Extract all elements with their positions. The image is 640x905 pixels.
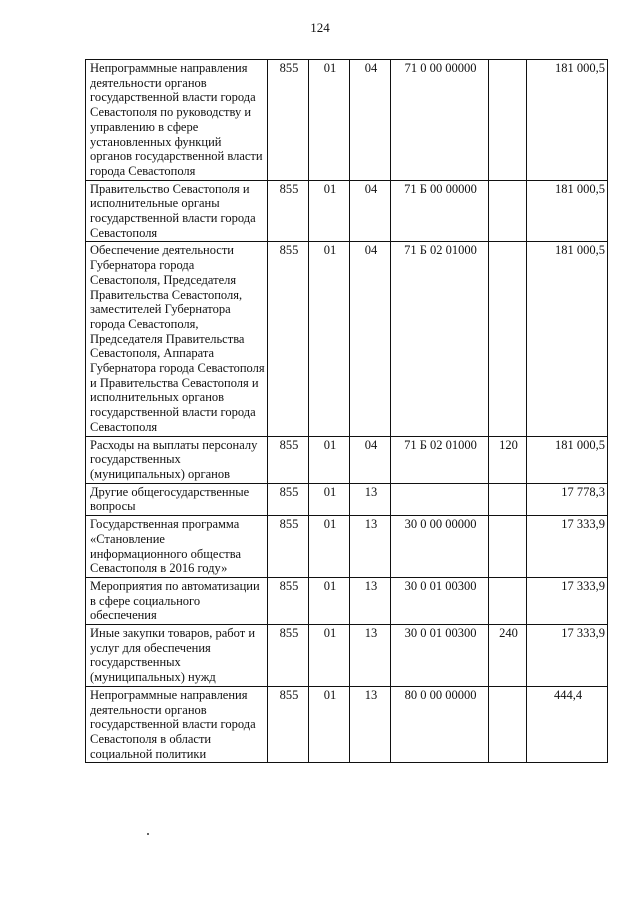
- table-row: [86, 686, 608, 763]
- row-name-cell: Расходы на выплаты персоналу государственных (муниципальных) органов: [86, 436, 268, 483]
- table-row: [86, 180, 608, 242]
- table-row: [86, 625, 608, 687]
- amount-cell: 181 000,5: [527, 242, 608, 436]
- section-code-cell: 01: [309, 180, 350, 242]
- row-name-cell: Иные закупки товаров, работ и услуг для обеспечения государственных (муниципальных) нужд: [86, 625, 268, 687]
- subsection-code-cell: 04: [350, 180, 391, 242]
- amount-cell: 17 333,9: [527, 577, 608, 624]
- section-code-cell: 01: [309, 483, 350, 515]
- row-name-cell: Правительство Севастополя и исполнительные органы государственной власти города Севастополя: [86, 180, 268, 242]
- target-code-cell: 71 Б 02 01000: [391, 242, 489, 436]
- target-code-cell: 30 0 01 00300: [391, 625, 489, 687]
- table-row: [86, 436, 608, 483]
- amount-cell: 444,4: [527, 686, 608, 763]
- ministry-code-cell: 855: [268, 686, 309, 763]
- amount-cell: 181 000,5: [527, 180, 608, 242]
- table-row: [86, 242, 608, 436]
- target-code-cell: 80 0 00 00000: [391, 686, 489, 763]
- ministry-code-cell: 855: [268, 242, 309, 436]
- table-row: [86, 483, 608, 515]
- ministry-code-cell: 855: [268, 436, 309, 483]
- row-name-cell: Государственная программа «Становление информационного общества Севастополя в 2016 году»: [86, 516, 268, 578]
- expense-type-cell: 240: [489, 625, 527, 687]
- section-code-cell: 01: [309, 577, 350, 624]
- expense-type-cell: [489, 242, 527, 436]
- section-code-cell: 01: [309, 436, 350, 483]
- ministry-code-cell: 855: [268, 625, 309, 687]
- table-row: [86, 577, 608, 624]
- target-code-cell: 71 Б 00 00000: [391, 180, 489, 242]
- section-code-cell: 01: [309, 625, 350, 687]
- expense-type-cell: [489, 577, 527, 624]
- subsection-code-cell: 04: [350, 436, 391, 483]
- expense-type-cell: [489, 60, 527, 181]
- table-body: [86, 60, 608, 763]
- table-row: [86, 60, 608, 181]
- target-code-cell: [391, 483, 489, 515]
- subsection-code-cell: 13: [350, 483, 391, 515]
- amount-cell: 181 000,5: [527, 436, 608, 483]
- ministry-code-cell: 855: [268, 483, 309, 515]
- row-name-cell: Обеспечение деятельности Губернатора города Севастополя, Председателя Правительства Севастополя, заместителей Губернатора города Севастополя, Председателя Правительства Севастополя, Аппарата Губернатора города Севастополя и Правительства Севастополя и исполнительных органов государственной власти города Севастополя: [86, 242, 268, 436]
- row-name-cell: Мероприятия по автоматизации в сфере социального обеспечения: [86, 577, 268, 624]
- ministry-code-cell: 855: [268, 516, 309, 578]
- subsection-code-cell: 13: [350, 625, 391, 687]
- target-code-cell: 71 0 00 00000: [391, 60, 489, 181]
- stray-dot: [147, 833, 149, 835]
- ministry-code-cell: 855: [268, 60, 309, 181]
- expense-type-cell: [489, 180, 527, 242]
- section-code-cell: 01: [309, 60, 350, 181]
- ministry-code-cell: 855: [268, 577, 309, 624]
- subsection-code-cell: 04: [350, 60, 391, 181]
- subsection-code-cell: 13: [350, 577, 391, 624]
- amount-cell: 181 000,5: [527, 60, 608, 181]
- ministry-code-cell: 855: [268, 180, 309, 242]
- row-name-cell: Другие общегосударственные вопросы: [86, 483, 268, 515]
- subsection-code-cell: 04: [350, 242, 391, 436]
- expense-type-cell: [489, 483, 527, 515]
- target-code-cell: 30 0 00 00000: [391, 516, 489, 578]
- amount-cell: 17 778,3: [527, 483, 608, 515]
- section-code-cell: 01: [309, 242, 350, 436]
- section-code-cell: 01: [309, 516, 350, 578]
- target-code-cell: 30 0 01 00300: [391, 577, 489, 624]
- subsection-code-cell: 13: [350, 516, 391, 578]
- section-code-cell: 01: [309, 686, 350, 763]
- target-code-cell: 71 Б 02 01000: [391, 436, 489, 483]
- row-name-cell: Непрограммные направления деятельности органов государственной власти города Севастополя по руководству и управлению в сфере установленных функций органов государственной власти города Севастополя: [86, 60, 268, 181]
- amount-cell: 17 333,9: [527, 516, 608, 578]
- budget-table: [85, 59, 608, 763]
- expense-type-cell: [489, 516, 527, 578]
- table-row: [86, 516, 608, 578]
- subsection-code-cell: 13: [350, 686, 391, 763]
- expense-type-cell: 120: [489, 436, 527, 483]
- amount-cell: 17 333,9: [527, 625, 608, 687]
- row-name-cell: Непрограммные направления деятельности органов государственной власти города Севастополя в области социальной политики: [86, 686, 268, 763]
- expense-type-cell: [489, 686, 527, 763]
- page-number: 124: [310, 20, 330, 35]
